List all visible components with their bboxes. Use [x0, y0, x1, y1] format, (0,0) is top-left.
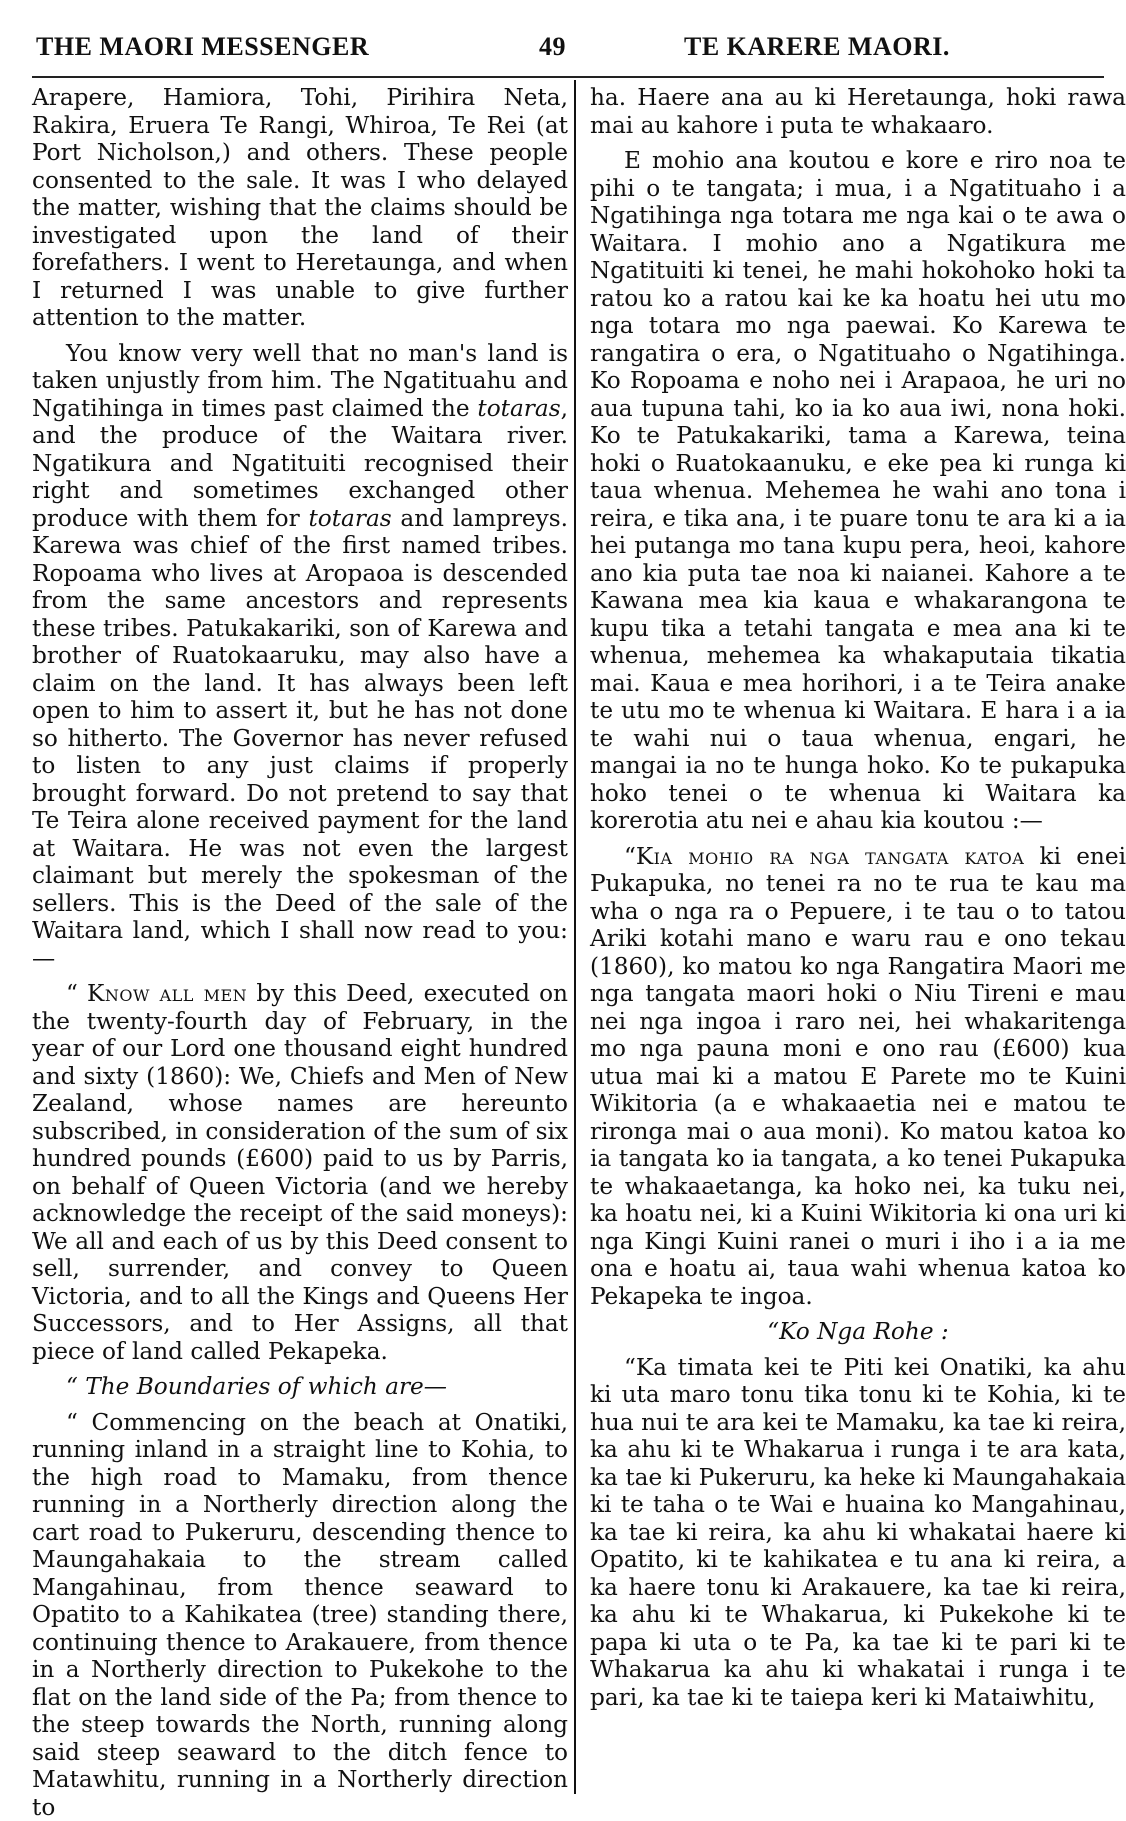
page-header: [24, 20, 1090, 62]
english-deed-smallcaps: Know all men: [87, 980, 247, 1007]
header-title-english: THE MAORI MESSENGER: [36, 32, 369, 62]
english-paragraph-1: Arapere, Hamiora, Tohi, Pirihira Neta, Rakira, Eruera Te Rangi, Whiroa, Te Rei (at Port Nicholson,) and others. These people consented to the sale. It was I who delayed the matter, wishing that the claims should be investigated upon the land of their forefathers. I went to Heretaunga, and when I returned I was unable to give further attention to the matter.: [32, 84, 568, 332]
maori-column: [590, 84, 1126, 1796]
english-deed-text: by this Deed, executed on the twenty-fourth day of February, in the year of our Lord one thousand eight hundred and sixty (1860): We, Chiefs and Men of New Zealand, whose names are hereunto subscribed, in consideration of the sum of six hundred pounds (£600) paid to us by Parris, on behalf of Queen Victoria (and we hereby acknowledge the receipt of the said moneys): We all and each of us by this Deed consent to sell, surrender, and convey to Queen Victoria, and to all the Kings and Queens Her Successors, and to Her Assigns, all that piece of land called Pekapeka.: [32, 980, 568, 1365]
english-paragraph-2-italic-totaras-1: totaras: [477, 395, 560, 422]
english-paragraph-2-part-c: , and the produce of the Waitara river. Ngatikura and Ngatituiti recognised their right and sometimes exchanged other produce with them for: [32, 395, 568, 532]
english-deed-paragraph: [32, 980, 568, 1365]
english-paragraph-2-part-e: and lampreys. Karewa was chief of the first named tribes. Ropoama who lives at Aropaoa is descended from the same ancestors and represents these tribes. Patukakariki, son of Karewa and brother of Ruatokaaruku, may also have a claim on the land. It has always been left open to him to assert it, but he has not done so hitherto. The Governor has never refused to listen to any just claims if properly brought forward. Do not pretend to say that Te Teira alone received payment for the land at Waitara. He was not even the largest claimant but merely the spokesman of the sellers. This is the Deed of the sale of the Waitara land, which I shall now read to you:—: [32, 505, 568, 972]
english-paragraph-2-italic-totaras-2: totaras: [308, 505, 391, 532]
maori-deed-paragraph: [590, 843, 1126, 1311]
english-boundaries-text: “ Commencing on the beach at Onatiki, running inland in a straight line to Kohia, to the high road to Mamaku, from thence running in a Northerly direction along the cart road to Pukeruru, descending thence to Maungahakaia to the stream called Mangahinau, from thence seaward to Opatito to a Kahikatea (tree) standing there, continuing thence to Arakauere, from thence in a Northerly direction to Pukekohe to the flat on the land side of the Pa; from thence to the steep towards the North, running along said steep seaward to the ditch fence to Matawhitu, running in a Northerly direction to: [32, 1409, 568, 1821]
maori-boundaries-heading: “Ko Nga Rohe :: [590, 1318, 1126, 1346]
maori-paragraph-1: ha. Haere ana au ki Heretaunga, hoki rawa mai au kahore i puta te whakaaro.: [590, 84, 1126, 139]
maori-paragraph-2: E mohio ana koutou e kore e riro noa te pihi o te tangata; i mua, i a Ngatituaho i a Ngatihinga nga totara me nga kai o te awa o Waitara. I mohio ano a Ngatikura me Ngatituiti ki tenei, he mahi hokohoko hoki ta ratou ko a ratou kai ke ka hoatu hei utu mo nga totara mo nga paewai. Ko Karewa te rangatira o era, o Ngatituaho o Ngatihinga. Ko Ropoama e noho nei i Arapaoa, he uri no aua tupuna tahi, ko ia ko aua iwi, nona hoki. Ko te Patukakariki, tama a Karewa, teina hoki o Ruatokaanuku, e eke pea ki runga ki taua whenua. Mehemea he wahi ano tona i reira, e tika ana, i te puare tonu te ara ki a ia hei putanga mo tana kupu pera, heoi, kahore ano kia puta tae noa ki naianei. Kahore a te Kawana mea kia kaua e whakarangona te kupu tika a tetahi tangata e mea ana ki te whenua, mehemea ka whakaputaia tikatia mai. Kaua e mea horihori, i a te Teira anake te utu mo te whenua ki Waitara. E hara i a ia te wahi nui o taua whenua, engari, he mangai ia no te hunga hoko. Ko te pukapuka hoko tenei o te whenua ki Waitara ka korerotia atu nei e ahau kia koutou :—: [590, 147, 1126, 835]
header-title-maori: TE KARERE MAORI.: [684, 32, 950, 62]
english-deed-open-quote: “: [66, 980, 87, 1007]
english-column: [32, 84, 568, 1796]
maori-boundaries-text: “Ka timata kei te Piti kei Onatiki, ka ahu ki uta maro tonu tika tonu ki te Kohia, ki te hua nui te ara kei te Mamaku, ka tae ki reira, ka ahu ki te Whakarua i runga i te ara kata, ka tae ki Pukeruru, ka heke ki Maungahakaia ki te taha o te Wai e huaina ko Mangahinau, ka tae ki reira, ka ahu ki whakatai haere ki Opatito, ki te kahikatea e tu ana ki reira, a ka haere tonu ki Arakauere, ka tae ki reira, ka ahu ki te Whakarua, ki Pukekohe ki te papa ki uta o te Pa, ka tae ki te pari ki te Whakarua ka ahu ki whakatai i runga i te pari, ka tae ki te taiepa keri ki Mataiwhitu,: [590, 1354, 1126, 1712]
column-divider: [574, 80, 576, 1794]
header-rule: [32, 76, 1104, 78]
english-paragraph-2-part-a: You know very well that no man's land is taken unjustly from him. The Ngatituahu and Ngatihinga in times past claimed the: [32, 340, 568, 422]
maori-deed-open-quote: “: [624, 843, 636, 870]
english-boundaries-heading: “ The Boundaries of which are—: [32, 1373, 568, 1401]
maori-deed-text: ki enei Pukapuka, no tenei ra no te rua te kau ma wha o nga ra o Pepuere, i te tau o to tatou Ariki kotahi mano e waru rau e ono tekau (1860), ko matou ko nga Rangatira Maori me nga tangata maori hoki o Niu Tireni e mau nei nga ingoa i raro nei, hei whakaritenga mo nga pauna moni e ono rau (£600) kua utua mai ki a matou E Parete mo te Kuini Wikitoria (a e whakaaetia nei e matou te rironga mai o aua moni). Ko matou katoa ko ia tangata ko ia tangata, a ko tenei Pukapuka te whakaaetanga, ka hoko nei, ka tuku nei, ka hoatu nei, ki a Kuini Wikitoria ki ona uri ki nga Kingi Kuini ranei o muri i iho i a ia me ona e hoatu ai, taua wahi whenua katoa ko Pekapeka te ingoa.: [590, 843, 1126, 1310]
maori-deed-smallcaps: Kia mohio ra nga tangata katoa: [636, 843, 1024, 870]
page-number: 49: [539, 32, 566, 62]
newspaper-page: [24, 20, 1090, 1800]
english-paragraph-2: [32, 340, 568, 973]
